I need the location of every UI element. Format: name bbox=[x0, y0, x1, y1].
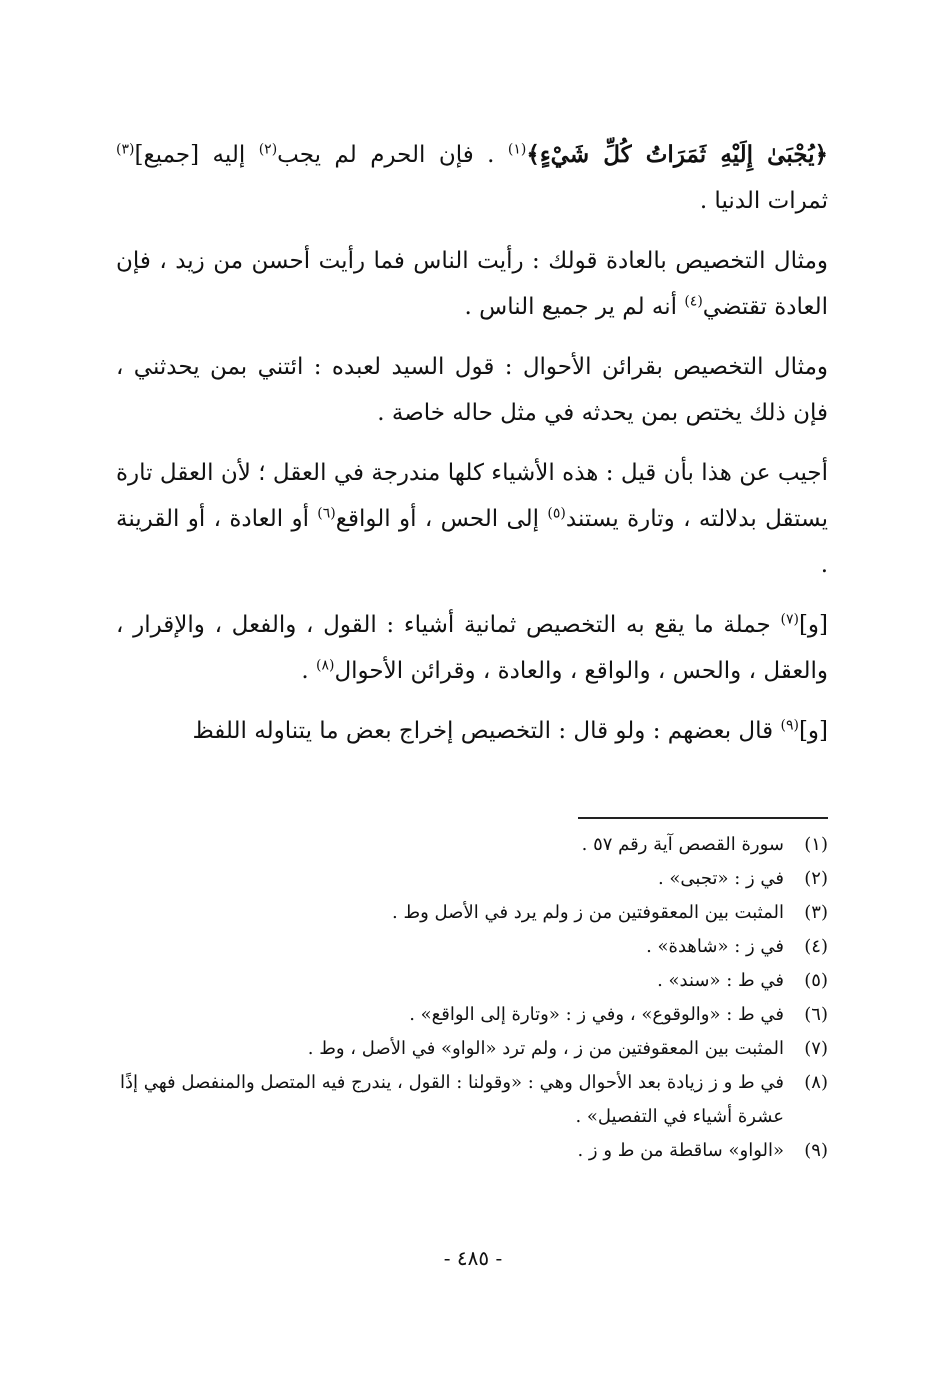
footnote-item bbox=[116, 896, 828, 930]
footnote-number: (٣) bbox=[804, 902, 828, 923]
text-segment: إلى الحس ، أو الواقع bbox=[335, 506, 548, 532]
paragraph bbox=[116, 602, 828, 694]
footnote-text: في ط : «والوقوع» ، وفي ز : «وتارة إلى الواقع» . bbox=[409, 1004, 784, 1025]
text-segment: أو العادة ، أو القرينة . bbox=[116, 506, 828, 578]
text-segment: [و] bbox=[798, 718, 828, 744]
footnote-item bbox=[116, 1032, 828, 1066]
footnote-number: (٢) bbox=[804, 868, 828, 889]
footnote-text: سورة القصص آية رقم ٥٧ . bbox=[581, 834, 784, 855]
footnote-ref[interactable]: (١) bbox=[507, 141, 527, 158]
footnote-item bbox=[116, 1066, 828, 1134]
footnote-text: في ز : «تجبى» . bbox=[657, 868, 784, 889]
footnote-text: «الواو» ساقطة من ط و ز . bbox=[577, 1140, 784, 1161]
footnote-separator bbox=[578, 817, 828, 819]
paragraph bbox=[116, 450, 828, 588]
footnote-number: (٦) bbox=[804, 1004, 828, 1025]
text-segment: جملة ما يقع به التخصيص ثمانية أشياء : القول ، والفعل ، والإقرار ، والعقل ، والحس ، والواقع ، والعادة ، وقرائن الأحوال bbox=[116, 612, 828, 684]
text-segment: ثمرات الدنيا . bbox=[699, 188, 828, 214]
text-segment: [و] bbox=[798, 612, 828, 638]
footnote-ref[interactable]: (٨) bbox=[315, 657, 335, 674]
footnotes-list bbox=[116, 828, 828, 1168]
paragraph bbox=[116, 132, 828, 224]
text-segment: إليه [جميع] bbox=[134, 142, 259, 168]
footnote-ref[interactable]: (٢) bbox=[258, 141, 278, 158]
text-segment: أنه لم ير جميع الناس . bbox=[464, 294, 685, 320]
footnote-item bbox=[116, 998, 828, 1032]
text-segment: قال بعضهم : ولو قال : التخصيص إخراج بعض ما يتناوله اللفظ bbox=[192, 718, 781, 744]
footnote-item bbox=[116, 862, 828, 896]
text-segment: أجيب عن هذا بأن قيل : هذه الأشياء كلها مندرجة في العقل ؛ لأن العقل تارة يستقل بدلالته ، وتارة يستند bbox=[116, 460, 828, 532]
footnote-ref[interactable]: (٥) bbox=[547, 505, 566, 522]
footnote-item bbox=[116, 930, 828, 964]
footnote-text: المثبت بين المعقوفتين من ز ، ولم ترد «الواو» في الأصل ، وط . bbox=[307, 1038, 784, 1059]
paragraph bbox=[116, 344, 828, 436]
footnote-item bbox=[116, 828, 828, 862]
footnote-text: في ط و ز زيادة بعد الأحوال وهي : «وقولنا : القول ، يندرج فيه المتصل والمنفصل فهي إذًا عشرة أشياء في التفصيل» . bbox=[119, 1072, 784, 1127]
footnote-item bbox=[116, 1134, 828, 1168]
footnote-text: في ط : «سند» . bbox=[657, 970, 784, 991]
footnote-text: في ز : «شاهدة» . bbox=[646, 936, 784, 957]
footnote-number: (١) bbox=[804, 834, 828, 855]
paragraph bbox=[116, 708, 828, 754]
main-text bbox=[116, 132, 828, 768]
paragraph bbox=[116, 238, 828, 330]
footnote-number: (٤) bbox=[804, 936, 828, 957]
footnote-text: المثبت بين المعقوفتين من ز ولم يرد في الأصل وط . bbox=[392, 902, 784, 923]
footnote-ref[interactable]: (٩) bbox=[780, 717, 799, 734]
text-segment: ومثال التخصيص بقرائن الأحوال : قول السيد لعبده : ائتني بمن يحدثني ، فإن ذلك يختص بمن يحدثه في مثل حاله خاصة . bbox=[116, 354, 828, 426]
footnote-number: (٧) bbox=[804, 1038, 828, 1059]
footnote-number: (٨) bbox=[804, 1072, 828, 1093]
text-segment: . bbox=[301, 658, 316, 684]
footnote-ref[interactable]: (٦) bbox=[317, 505, 336, 522]
page-number: - ٤٨٥ - bbox=[443, 1246, 503, 1270]
quran-verse: ﴿يُجْبَىٰ إِلَيْهِ ثَمَرَاتُ كُلِّ شَيْءٍ﴾ bbox=[526, 141, 828, 168]
text-segment: . فإن الحرم لم يجب bbox=[277, 142, 508, 168]
text-segment: ومثال التخصيص بالعادة قولك : رأيت الناس فما رأيت أحسن من زيد ، فإن العادة تقتضي bbox=[116, 248, 828, 320]
footnote-item bbox=[116, 964, 828, 998]
footnote-ref[interactable]: (٣) bbox=[116, 141, 135, 158]
footnote-number: (٩) bbox=[804, 1140, 828, 1161]
footnote-ref[interactable]: (٤) bbox=[684, 293, 703, 310]
footnote-number: (٥) bbox=[804, 970, 828, 991]
footnote-ref[interactable]: (٧) bbox=[780, 611, 799, 628]
